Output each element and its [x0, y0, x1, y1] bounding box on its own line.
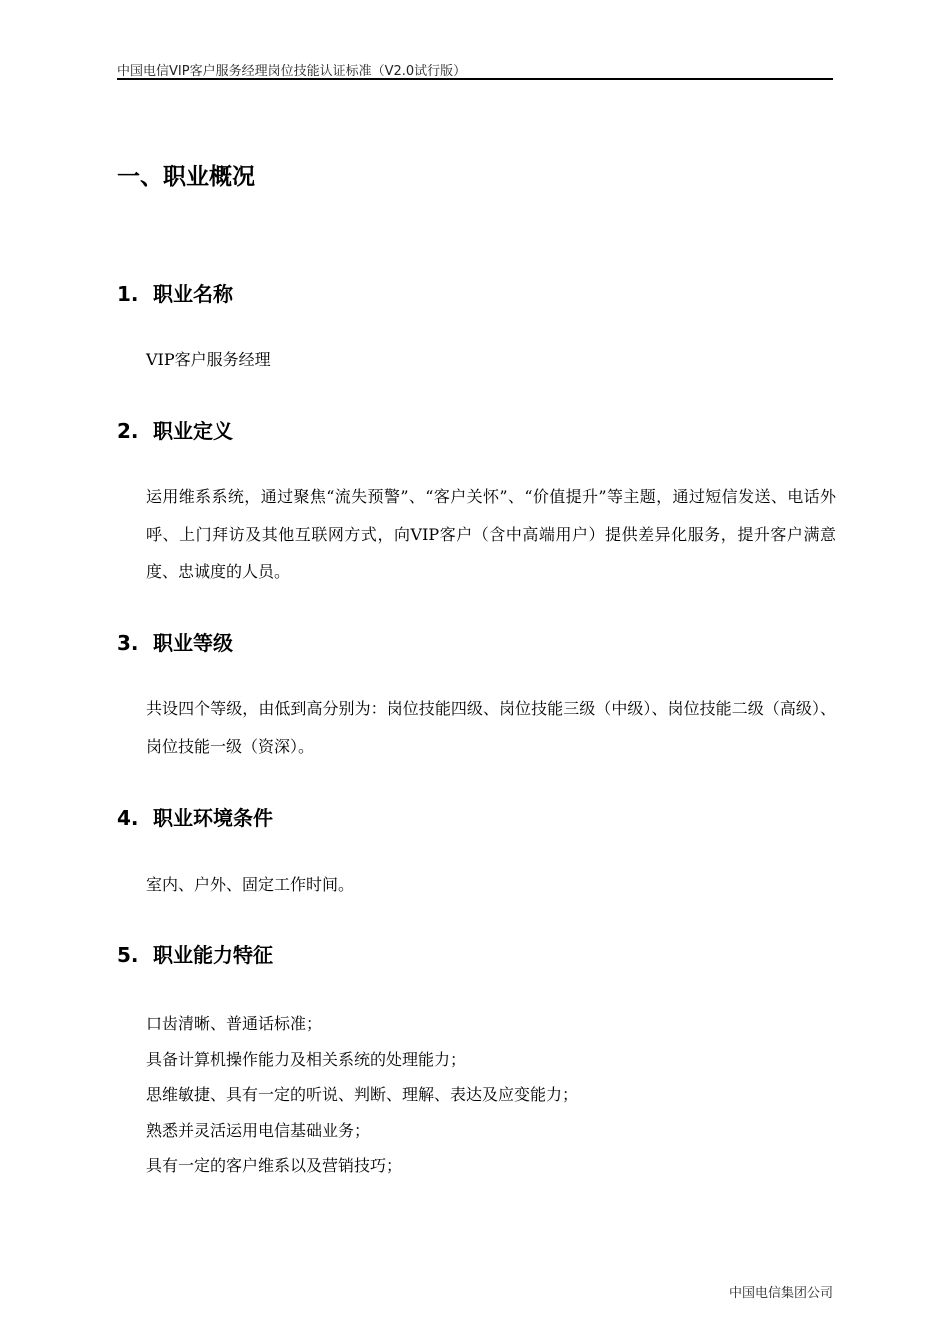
section-title: 职业等级 — [153, 631, 233, 655]
section-title: 职业能力特征 — [153, 943, 273, 967]
running-header: 中国电信VIP客户服务经理岗位技能认证标准（V2.0试行版） — [117, 64, 467, 79]
section-heading-2 — [117, 415, 233, 444]
section-heading-3 — [117, 627, 233, 656]
section-title: 职业环境条件 — [153, 806, 273, 830]
section-number: 5. — [117, 943, 139, 967]
chapter-title: 一、职业概况 — [117, 164, 255, 190]
ability-list — [146, 1006, 836, 1184]
section-heading-4 — [117, 802, 273, 831]
section-number: 4. — [117, 806, 139, 830]
list-item: 思维敏捷、具有一定的听说、判断、理解、表达及应变能力； — [146, 1085, 579, 1104]
section-heading-5 — [117, 939, 273, 968]
section-body-2: 运用维系系统，通过聚焦“流失预警”、“客户关怀”、“价值提升”等主题，通过短信发送、电话外呼、上门拜访及其他互联网方式，向VIP客户（含中高端用户）提供差异化服务，提升客户满意度、忠诚度的人员。 — [146, 487, 836, 581]
list-item: 熟悉并灵活运用电信基础业务； — [146, 1120, 371, 1140]
section-number: 1. — [117, 282, 139, 306]
section-body-4: 室内、户外、固定工作时间。 — [146, 875, 355, 894]
section-title: 职业名称 — [153, 282, 233, 306]
section-body-1: VIP客户服务经理 — [146, 350, 271, 369]
section-title: 职业定义 — [153, 419, 233, 443]
section-heading-1 — [117, 278, 233, 307]
list-item: 具备计算机操作能力及相关系统的处理能力； — [146, 1049, 467, 1069]
section-number: 2. — [117, 419, 139, 443]
header-divider — [117, 78, 833, 80]
section-number: 3. — [117, 631, 139, 655]
list-item: 口齿清晰、普通话标准； — [146, 1014, 323, 1033]
section-body-3: 共设四个等级，由低到高分别为：岗位技能四级、岗位技能三级（中级）、岗位技能二级（高级）、岗位技能一级（资深）。 — [146, 699, 836, 756]
list-item: 具有一定的客户维系以及营销技巧； — [146, 1156, 403, 1175]
running-footer: 中国电信集团公司 — [728, 1286, 833, 1301]
